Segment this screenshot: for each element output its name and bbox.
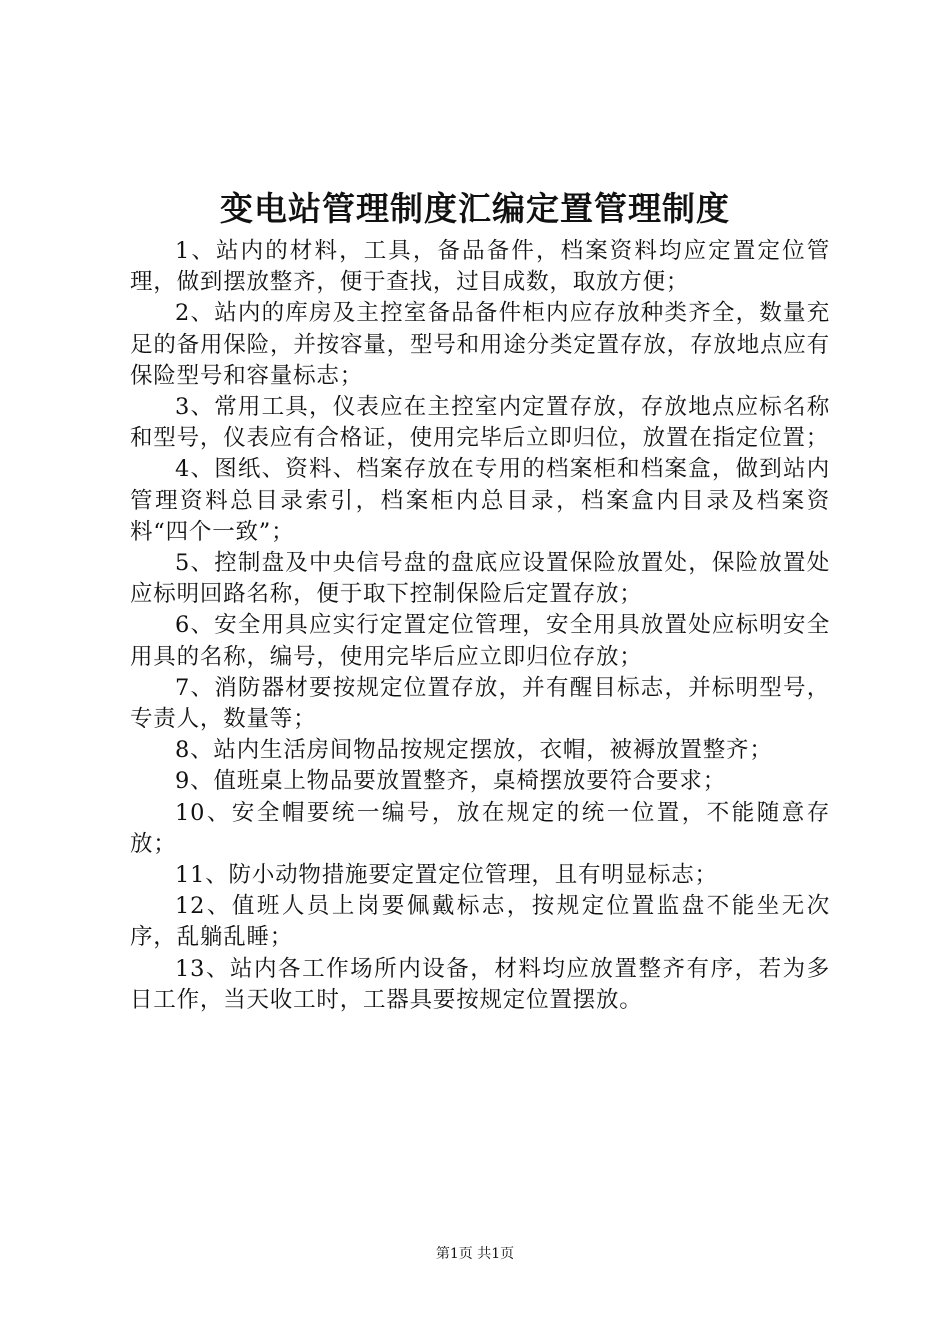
paragraph-5: 5、控制盘及中央信号盘的盘底应设置保险放置处，保险放置处应标明回路名称，便于取下控制保险后定置存放； xyxy=(130,550,830,608)
paragraph-11: 11、防小动物措施要定置定位管理，且有明显标志； xyxy=(175,862,718,889)
paragraph-6: 6、安全用具应实行定置定位管理，安全用具放置处应标明安全用具的名称，编号，使用完毕后应立即归位存放； xyxy=(130,612,830,670)
paragraph-10: 10、安全帽要统一编号，放在规定的统一位置，不能随意存放； xyxy=(130,799,830,857)
paragraph-13: 13、站内各工作场所内设备，材料均应放置整齐有序，若为多日工作，当天收工时，工器具要按规定位置摆放。 xyxy=(130,955,830,1013)
page-footer: 第1页 共1页 xyxy=(435,1246,515,1262)
paragraph-4: 4、图纸、资料、档案存放在专用的档案柜和档案盒，做到站内管理资料总目录索引，档案柜内总目录，档案盒内目录及档案资料“四个一致”； xyxy=(130,456,830,545)
paragraph-8: 8、站内生活房间物品按规定摆放，衣帽，被褥放置整齐； xyxy=(175,737,773,764)
document-title: 变电站管理制度汇编定置管理制度 xyxy=(220,189,730,228)
paragraph-3: 3、常用工具，仪表应在主控室内定置存放，存放地点应标名称和型号，仪表应有合格证，使用完毕后立即归位，放置在指定位置； xyxy=(130,394,830,452)
paragraph-9: 9、值班桌上物品要放置整齐，桌椅摆放要符合要求； xyxy=(175,768,727,795)
paragraph-7: 7、消防器材要按规定位置存放，并有醒目标志，并标明型号，专责人，数量等； xyxy=(130,674,830,733)
paragraph-1: 1、站内的材料，工具，备品备件，档案资料均应定置定位管理，做到摆放整齐，便于查找，过目成数，取放方便； xyxy=(130,238,830,296)
paragraph-12: 12、值班人员上岗要佩戴标志，按规定位置监盘不能坐无次序，乱躺乱睡； xyxy=(130,893,830,951)
paragraph-2: 2、站内的库房及主控室备品备件柜内应存放种类齐全，数量充足的备用保险，并按容量，型号和用途分类定置存放，存放地点应有保险型号和容量标志； xyxy=(130,300,830,389)
document-body xyxy=(130,236,830,1016)
